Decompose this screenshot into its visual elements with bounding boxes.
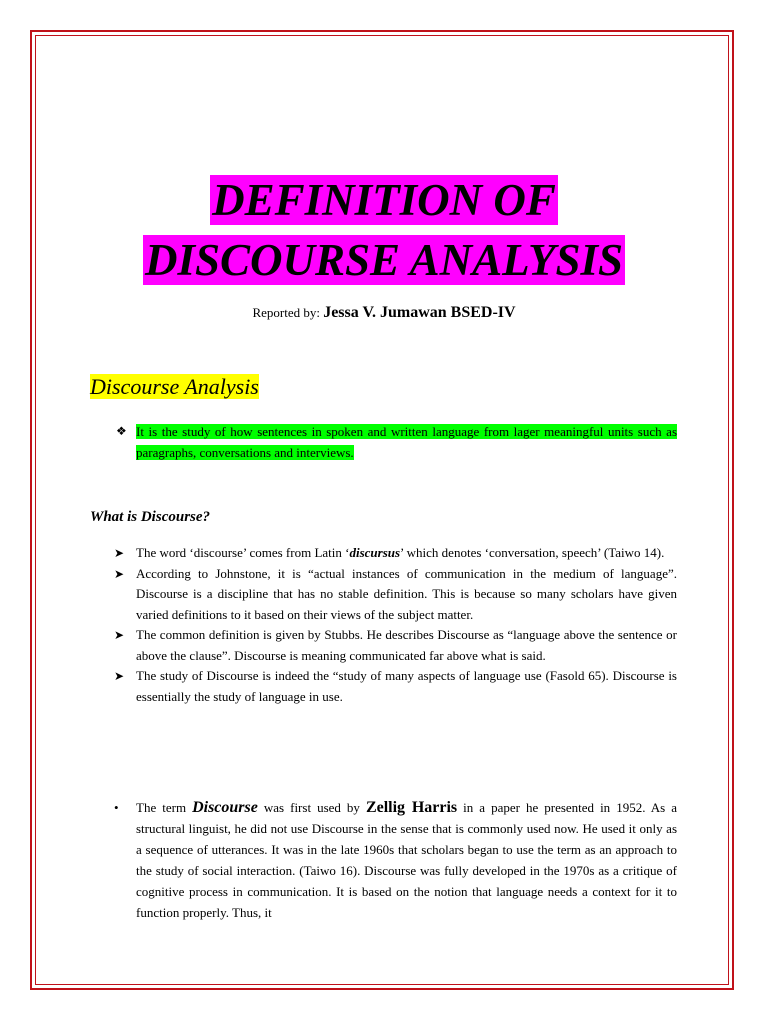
arrow-bullet-icon: ➤: [114, 566, 125, 581]
arrow-bullet-icon: ➤: [114, 546, 125, 560]
emphasized-term: discursus: [349, 545, 401, 560]
list-item: ➤ According to Johnstone, it is “actual instances of communication in the medium of language”. Discourse is a discipline that has no stable definition. This is because so many scholars have given varied definitions to it based on their views of the subject matter.: [114, 565, 677, 622]
arrow-bullet-icon: ➤: [114, 628, 125, 642]
definition-text: It is the study of how sentences in spoken and written language from lager meaningful units such as paragraphs, conversations and interviews.: [136, 424, 677, 460]
reporter-name: Jessa V. Jumawan BSED-IV: [323, 304, 516, 321]
section-heading-discourse-analysis: Discourse Analysis: [90, 374, 259, 399]
diamond-bullet-icon: ❖: [116, 424, 127, 438]
dot-bullet-icon: •: [114, 800, 119, 815]
document-title: [0, 170, 768, 290]
history-list: [114, 797, 677, 923]
discourse-definition-list: [114, 543, 677, 707]
definition-paragraph: [116, 421, 677, 463]
list-item: • The term Discourse was first used by Zellig Harris in a paper he presented in 1952. As a structural linguist, he did not use Discourse in the sense that is commonly used now. He used it only as a sequence of utterances. It was in the late 1960s that scholars began to use the term as an approach to the study of social interaction. (Taiwo 16). Discourse was fully developed in the 1970s as a critique of cognitive process in communication. It is based on the notion that language needs a context for it to function properly. Thus, it: [114, 799, 677, 920]
reported-by-label: Reported by:: [252, 305, 324, 320]
list-item: ➤ The study of Discourse is indeed the “study of many aspects of language use (Fasold 65). Discourse is essentially the study of language in use.: [114, 668, 677, 704]
reporter-line: [0, 304, 768, 322]
title-line-2: DISCOURSE ANALYSIS: [144, 235, 624, 285]
arrow-bullet-icon: ➤: [114, 669, 125, 683]
person-name: Zellig Harris: [365, 799, 458, 816]
list-item: ➤ The word ‘discourse’ comes from Latin ‘discursus’ which denotes ‘conversation, speech’ (Taiwo 14).: [114, 543, 677, 564]
section-heading-what-is-discourse: What is Discourse?: [90, 509, 211, 525]
title-line-1: DEFINITION OF: [212, 175, 556, 225]
emphasized-term: Discourse: [192, 799, 258, 816]
list-item: ➤ The common definition is given by Stubbs. He describes Discourse as “language above the sentence or above the clause”. Discourse is meaning communicated far above what is said.: [114, 627, 677, 663]
